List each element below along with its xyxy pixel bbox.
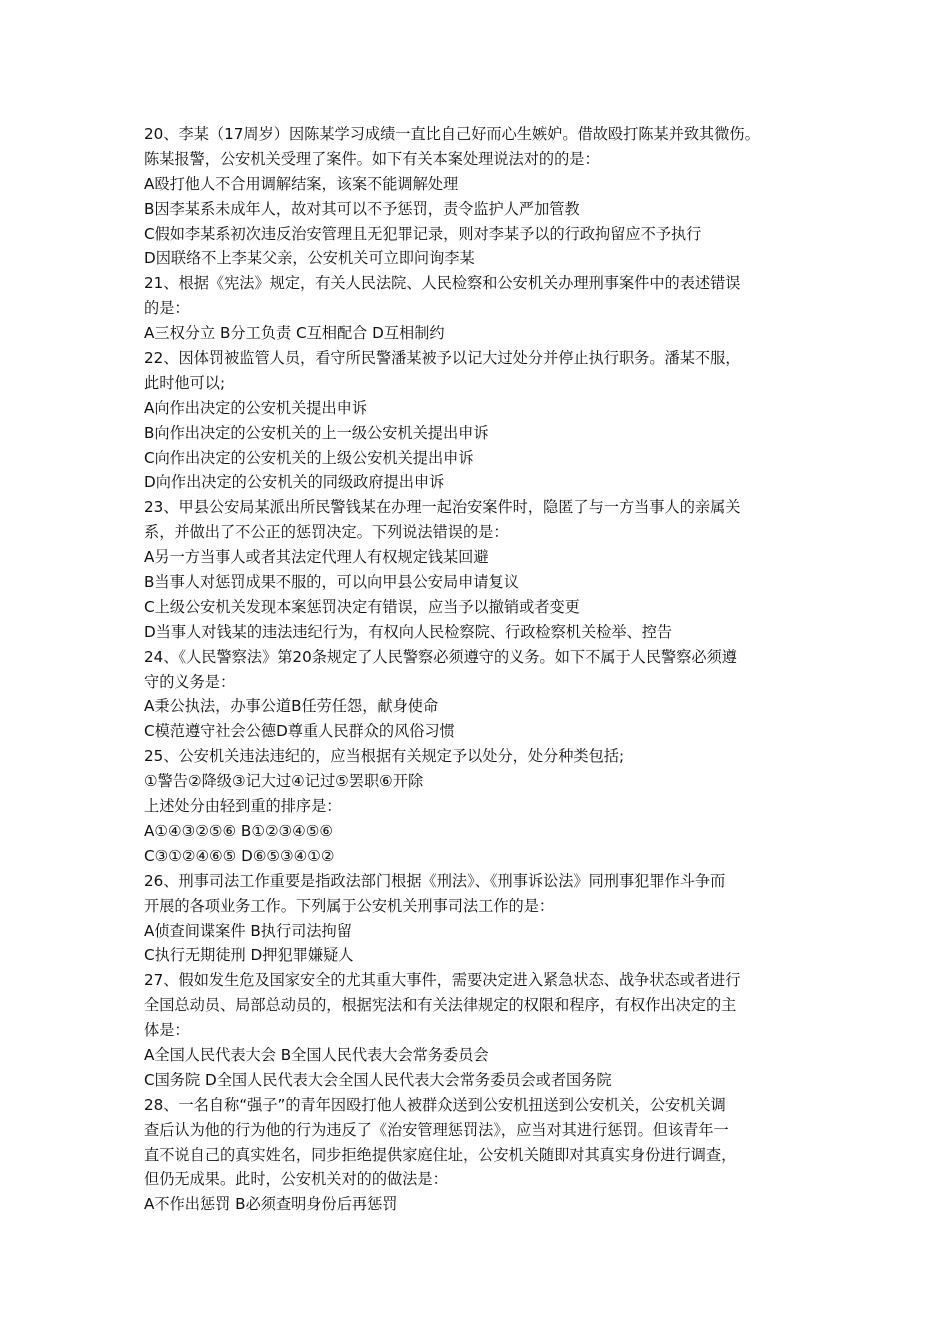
text-line: A殴打他人不合用调解结案，该案不能调解处理 [144,174,459,193]
text-line: D因联络不上李某父亲，公安机关可立即问询李某 [144,249,475,268]
text-line: 20、李某（17周岁）因陈某学习成绩一直比自己好而心生嫉妒。借故殴打陈某并致其微伤。 [144,125,760,143]
text-line: D当事人对钱某的违法违纪行为，有权向人民检察院、行政检察机关检举、控告 [144,622,673,641]
text-line: A秉公执法，办事公道B任劳任怨，献身使命 [144,697,439,716]
text-line: A①④③②⑤⑥ B①②③④⑤⑥ [144,821,334,840]
text-line: 查后认为他的行为他的行为违反了《治安管理惩罚法》，应当对其进行惩罚。但该青年一 [144,1120,729,1139]
text-line: C执行无期徒刑 D押犯罪嫌疑人 [144,946,354,965]
text-line: 23、甲县公安局某派出所民警钱某在办理一起治安案件时，隐匿了与一方当事人的亲属关 [144,498,741,517]
text-line: A全国人民代表大会 B全国人民代表大会常务委员会 [144,1045,489,1064]
text-line: 22、因体罚被监管人员，看守所民警潘某被予以记大过处分并停止执行职务。潘某不服， [144,349,741,368]
text-line: 陈某报警，公安机关受理了案件。如下有关本案处理说法对的的是： [144,149,600,168]
text-line: 系，并做出了不公正的惩罚决定。下列说法错误的是： [144,523,509,542]
text-line: C③①②④⑥⑤ D⑥⑤③④①② [144,846,335,865]
text-line: 27、假如发生危及国家安全的尤其重大事件，需要决定进入紧急状态、战争状态或者进行 [144,971,741,990]
document-body [144,122,814,1217]
text-line: A侦查间谍案件 B执行司法拘留 [144,921,352,940]
text-line: A三权分立 B分工负责 C互相配合 D互相制约 [144,324,445,343]
text-line: 25、公安机关违法违纪的，应当根据有关规定予以处分，处分种类包括; [144,747,625,766]
text-line: ①警告②降级③记大过④记过⑤罢职⑥开除 [144,772,424,791]
text-line: A不作出惩罚 B必须查明身份后再惩罚 [144,1195,398,1214]
text-line: C上级公安机关发现本案惩罚决定有错误，应当予以撤销或者变更 [144,597,580,616]
text-line: B向作出决定的公安机关的上一级公安机关提出申诉 [144,423,489,442]
text-line: 28、一名自称“强子”的青年因殴打他人被群众送到公安机扭送到公安机关，公安机关调 [144,1095,726,1114]
text-line: 但仍无成果。此时，公安机关对的的做法是： [144,1170,448,1189]
text-line: 21、根据《宪法》规定，有关人民法院、人民检察和公安机关办理刑事案件中的表述错误 [144,274,741,293]
text-line: 上述处分由轻到重的排序是： [144,797,342,816]
text-line: 直不说自己的真实姓名，同步拒绝提供家庭住址，公安机关随即对其真实身份进行调查， [144,1145,737,1164]
text-line: B因李某系未成年人，故对其可以不予惩罚，责令监护人严加管教 [144,199,580,218]
text-line: C模范遵守社会公德D尊重人民群众的风俗习惯 [144,722,455,741]
text-line: 全国总动员、局部总动员的，根据宪法和有关法律规定的权限和程序，有权作出决定的主 [144,996,737,1015]
text-line: B当事人对惩罚成果不服的，可以向甲县公安局申请复议 [144,573,519,592]
text-line: 开展的各项业务工作。下列属于公安机关刑事司法工作的是： [144,896,555,915]
text-line: C国务院 D全国人民代表大会全国人民代表大会常务委员会或者国务院 [144,1070,612,1089]
text-line: A向作出决定的公安机关提出申诉 [144,398,368,417]
text-line: D向作出决定的公安机关的同级政府提出申诉 [144,473,445,492]
text-line: 体是： [144,1021,190,1040]
text-line: 的是： [144,299,190,318]
text-line: 此时他可以; [144,373,226,392]
text-line: C向作出决定的公安机关的上级公安机关提出申诉 [144,448,474,467]
text-line: A另一方当事人或者其法定代理人有权规定钱某回避 [144,548,489,567]
text-line: 26、刑事司法工作重要是指政法部门根据《刑法》、《刑事诉讼法》同刑事犯罪作斗争而 [144,871,726,890]
text-line: C假如李某系初次违反治安管理且无犯罪记录，则对李某予以的行政拘留应不予执行 [144,224,702,243]
text-line: 守的义务是： [144,672,236,691]
text-line: 24、《人民警察法》第20条规定了人民警察必须遵守的义务。如下不属于人民警察必须遵 [144,647,737,666]
